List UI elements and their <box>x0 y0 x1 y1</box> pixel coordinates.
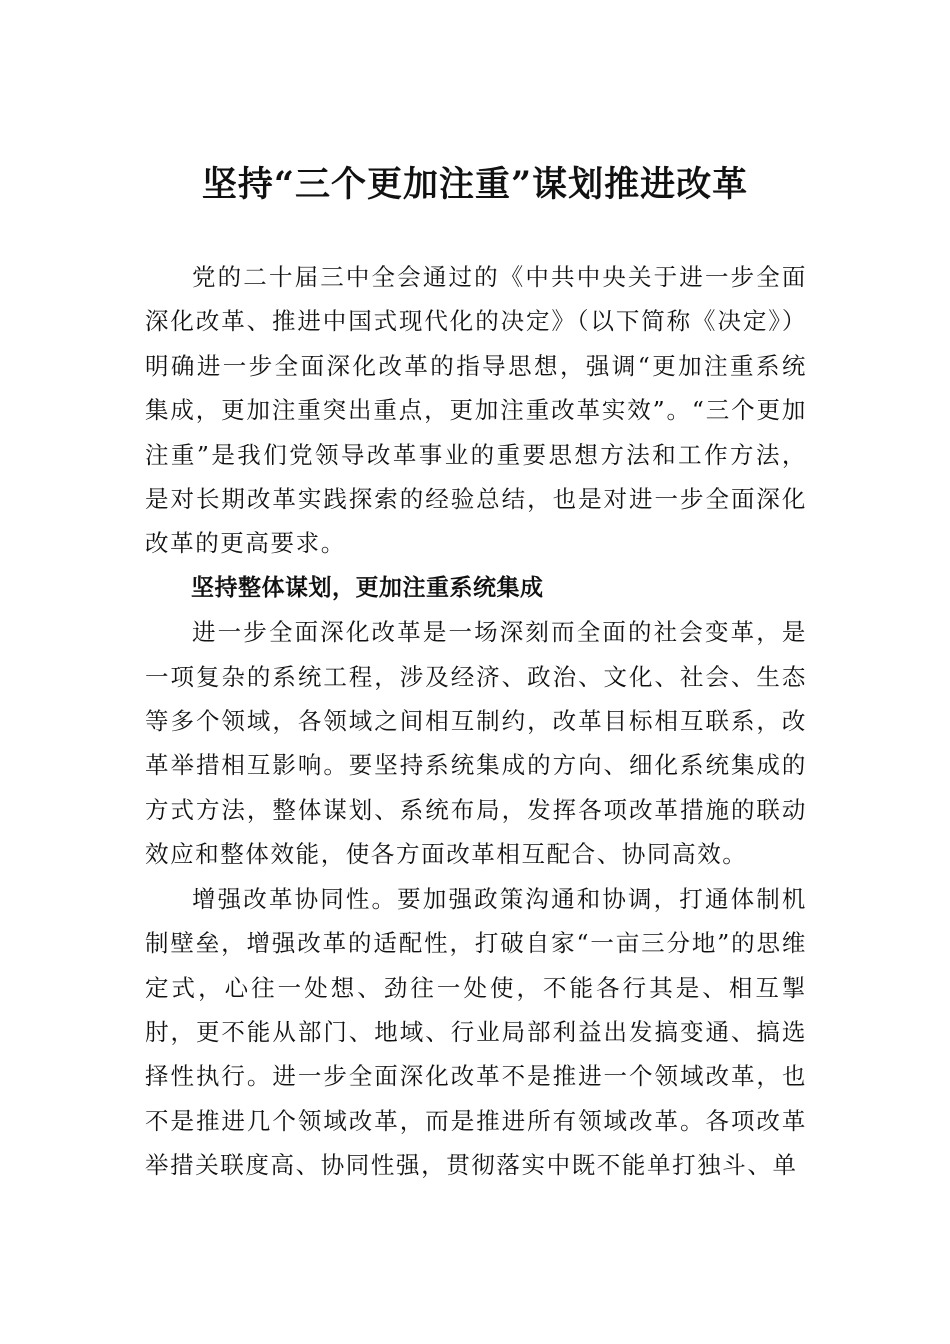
intro-paragraph: 党的二十届三中全会通过的《中共中央关于进一步全面深化改革、推进中国式现代化的决定》（以下简称《决定》）明确进一步全面深化改革的指导思想，强调“更加注重系统集成，更加注重突出重点，更加注重改革实效”。“三个更加注重”是我们党领导改革事业的重要思想方法和工作方法，是对长期改革实践探索的经验总结，也是对进一步全面深化改革的更高要求。 <box>145 263 807 558</box>
section-paragraph: 进一步全面深化改革是一场深刻而全面的社会变革，是一项复杂的系统工程，涉及经济、政治、文化、社会、生态等多个领域，各领域之间相互制约，改革目标相互联系，改革举措相互影响。要坚持系统集成的方向、细化系统集成的方式方法，整体谋划、系统布局，发挥各项改革措施的联动效应和整体效能，使各方面改革相互配合、协同高效。 <box>145 618 807 869</box>
document-title: 坚持“三个更加注重”谋划推进改革 <box>201 164 749 205</box>
section-paragraph: 增强改革协同性。要加强政策沟通和协调，打通体制机制壁垒，增强改革的适配性，打破自家“一亩三分地”的思维定式，心往一处想、劲往一处使，不能各行其是、相互掣肘，更不能从部门、地域、行业局部利益出发搞变通、搞选择性执行。进一步全面深化改革不是推进一个领域改革，也不是推进几个领域改革，而是推进所有领域改革。各项改革举措关联度高、协同性强，贯彻落实中既不能单打独斗、单 <box>145 884 807 1180</box>
document-body <box>145 255 807 1188</box>
section-heading: 坚持整体谋划，更加注重系统集成 <box>191 574 544 601</box>
